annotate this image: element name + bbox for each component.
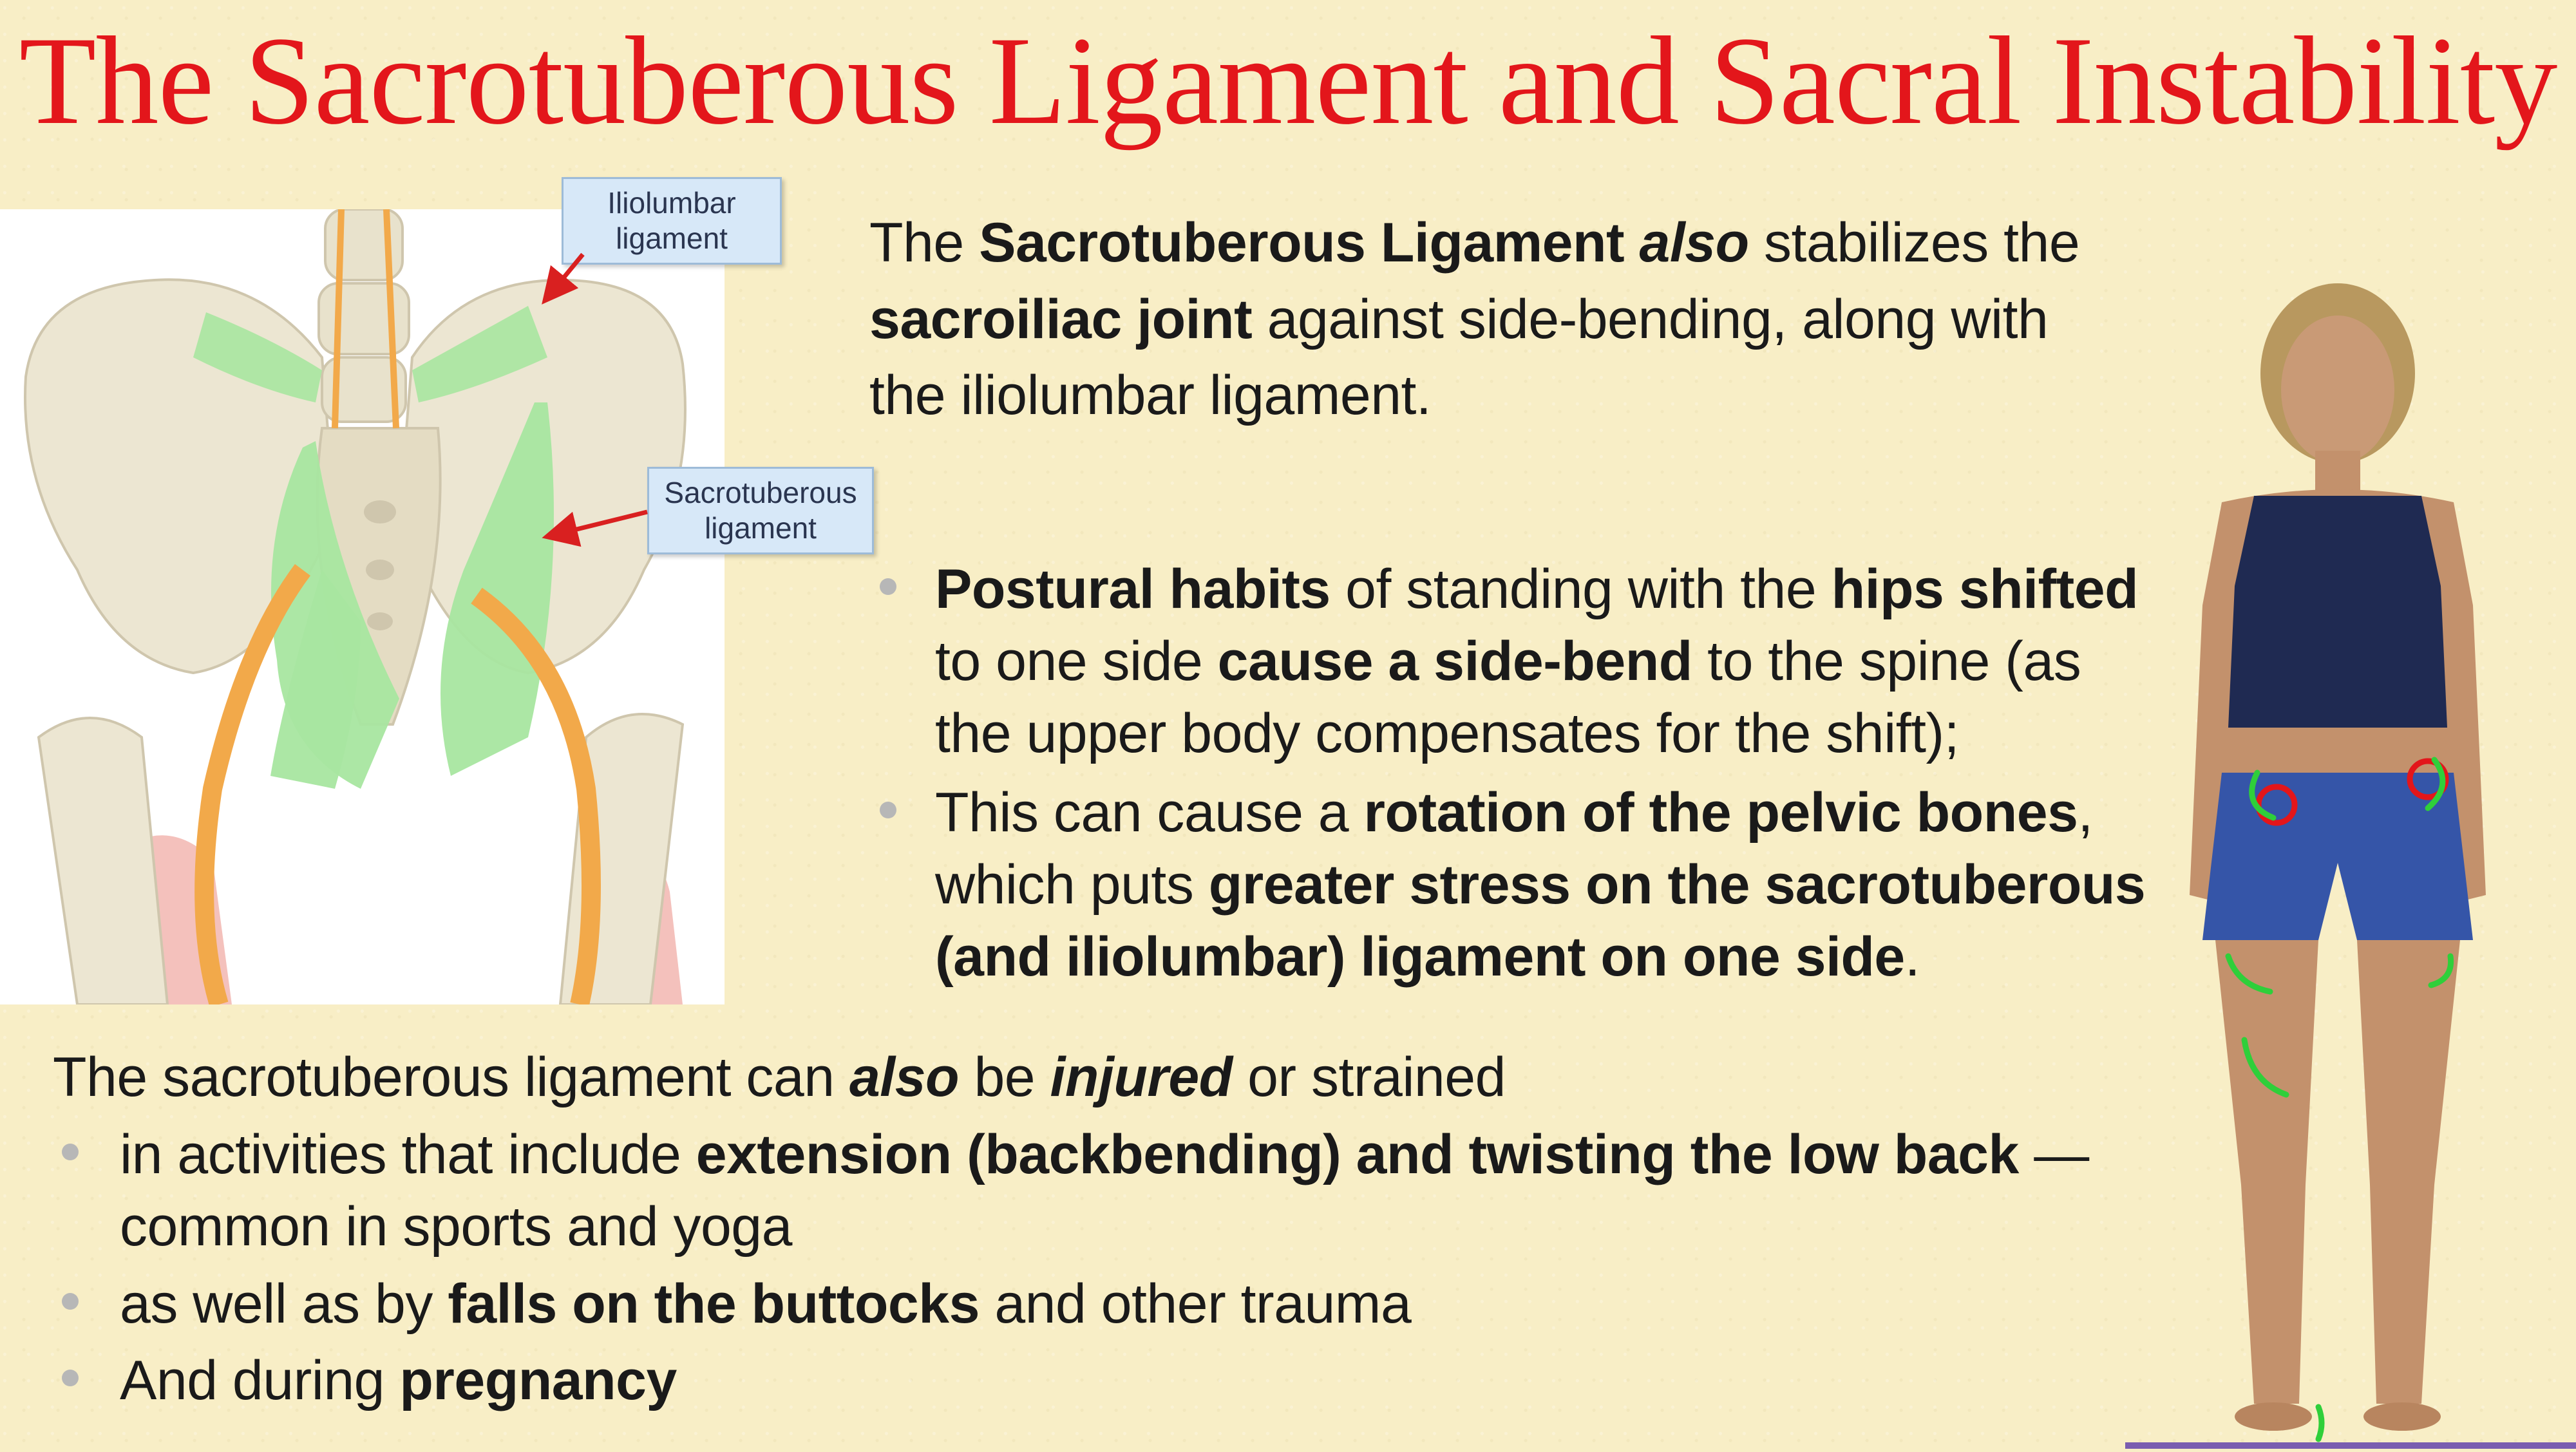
list-item: in activities that include extension (backbending) and twisting the low back — common in sports and yoga — [58, 1119, 2119, 1263]
iliolumbar-callout: Iliolumbar ligament — [562, 177, 782, 265]
postural-bullet-list — [876, 554, 2157, 1001]
sacrotuberous-callout: Sacrotuberous ligament — [647, 467, 874, 554]
pelvis-drawing — [0, 209, 724, 1004]
figure-drawing — [2125, 283, 2576, 1449]
standing-figure-illustration — [2125, 283, 2576, 1449]
pelvis-anatomy-illustration — [0, 209, 724, 1004]
list-item: as well as by falls on the buttocks and other trauma — [58, 1268, 2119, 1341]
slide-title: The Sacrotuberous Ligament and Sacral Instability — [19, 11, 2557, 151]
injury-bullet-list — [58, 1119, 2119, 1422]
list-item: Postural habits of standing with the hips shifted to one side cause a side-bend to the spine (as the upper body compensates for the shift); — [876, 554, 2157, 769]
injury-paragraph: The sacrotuberous ligament can also be injured or strained — [53, 1046, 1506, 1108]
list-item: This can cause a rotation of the pelvic bones, which puts greater stress on the sacrotuberous (and iliolumbar) ligament on one side. — [876, 777, 2157, 993]
intro-paragraph: The Sacrotuberous Ligament also stabilizes the sacroiliac joint against side-bending, along with the iliolumbar ligament. — [869, 212, 2080, 427]
list-item: And during pregnancy — [58, 1345, 2119, 1417]
